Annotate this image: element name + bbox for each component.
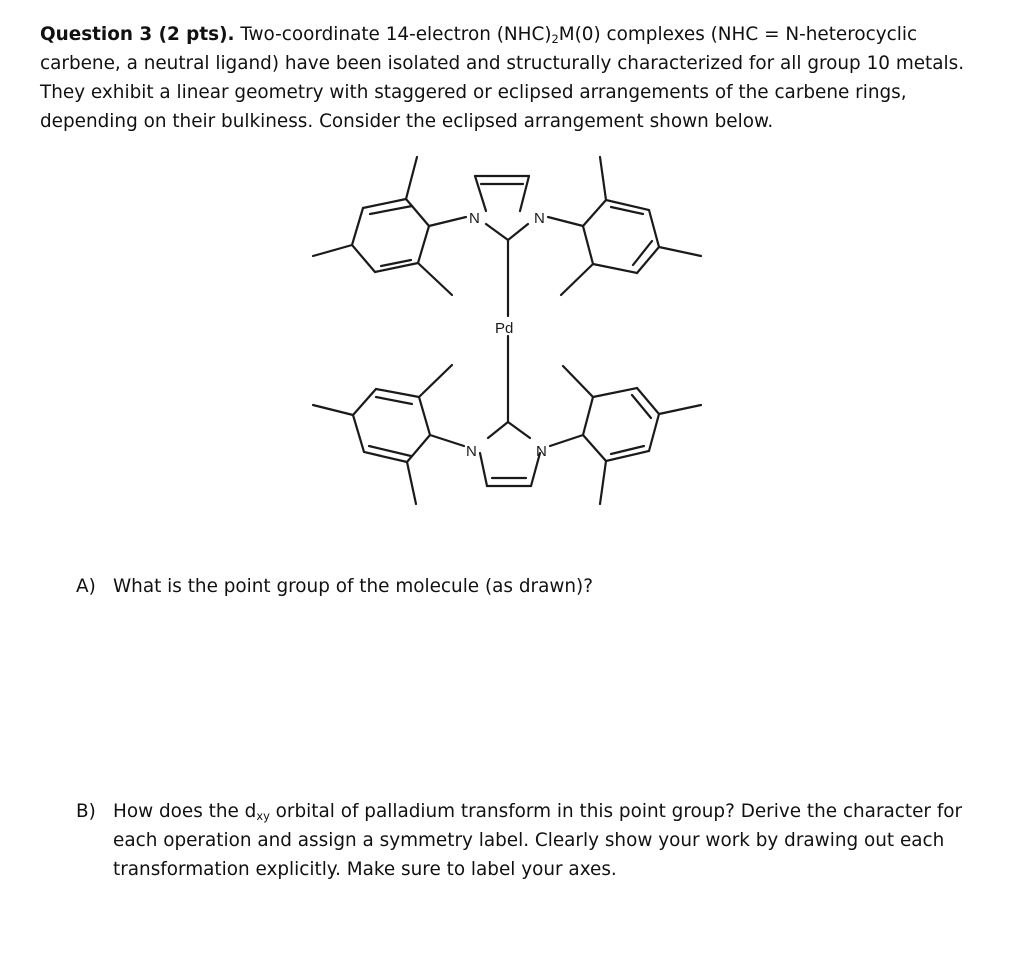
intro-subscript: 2 (551, 32, 559, 47)
part-a-text: What is the point group of the molecule (as drawn)? (113, 576, 593, 597)
nitrogen-label: N (536, 443, 547, 460)
part-b-text (113, 797, 973, 884)
part-b-text-1: How does the d (113, 801, 257, 822)
question-part-a (76, 572, 996, 604)
intro-text-part2: M(0) complexes (NHC = N-heterocyclic carbene, a neutral ligand) have been isolated and structurally characterized for all group 10 metals. They exhibit a linear geometry with staggered or eclipsed arrangements of the carbene rings, depending on their bulkiness. Consider the eclipsed arrangement shown below. (40, 24, 965, 132)
intro-text-part1: Two-coordinate 14-electron (NHC) (234, 24, 552, 45)
part-b-letter: B) (76, 801, 96, 822)
question-heading: Question 3 (2 pts). (40, 24, 235, 45)
molecule-structure-figure (0, 150, 1024, 520)
question-intro (40, 20, 990, 136)
part-b-text-2: orbital of palladium transform in this point group? Derive the character for each operation and assign a symmetry label. Clearly show your work by drawing out each transformation explicitly. Make sure to label your axes. (113, 801, 963, 880)
question-part-b (76, 797, 996, 897)
nitrogen-label: N (534, 210, 545, 227)
orbital-subscript: xy (256, 809, 270, 824)
nitrogen-label: N (469, 210, 480, 227)
part-a-letter: A) (76, 576, 96, 597)
nitrogen-label: N (466, 443, 477, 460)
palladium-label: Pd (495, 320, 514, 337)
